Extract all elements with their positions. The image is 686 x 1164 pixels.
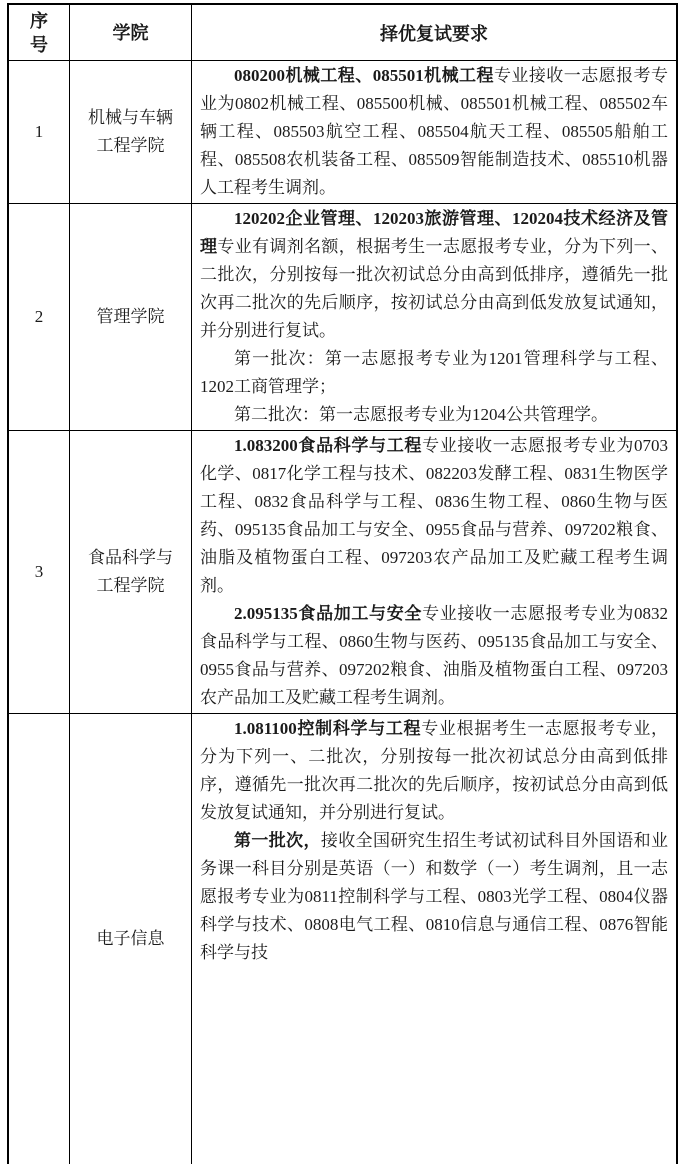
requirement-text-bold: 1.083200食品科学与工程 <box>234 436 423 455</box>
college-name: 机械与车辆 工程学院 <box>88 108 173 155</box>
requirement-text: 专业接收一志愿报考专业为0832食品科学与工程、0860生物与医药、095135食品加工与安全、0955食品与营养、097202粮食、油脂及植物蛋白工程、097203农产品加工及贮藏工程考生调剂。 <box>200 604 669 707</box>
requirement-text: 接收全国研究生招生考试初试科目外国语和业务课一科目分别是英语（一）和数学（一）考生调剂，且一志愿报考专业为0811控制科学与工程、0803光学工程、0804仪器科学与技术、0808电气工程、0810信息与通信工程、0876智能科学与技 <box>200 831 668 962</box>
header-college-label: 学院 <box>112 22 149 43</box>
requirement-text: 专业接收一志愿报考专业为0703化学、0817化学工程与技术、082203发酵工程、0831生物医学工程、0832食品科学与工程、0836生物工程、0860生物与医药、095135食品加工与安全、0955食品与营养、097202粮食、油脂及植物蛋白工程、097203农产品加工及贮藏工程考生调剂。 <box>200 436 669 595</box>
requirement-text-bold: 080200机械工程、085501机械工程 <box>234 66 494 85</box>
row-number-cell: 1 <box>9 61 70 203</box>
requirement-paragraph <box>200 600 668 712</box>
table-row <box>9 431 676 714</box>
requirement-cell <box>192 61 676 203</box>
table-row <box>9 61 676 204</box>
header-no-line2: 号 <box>30 34 48 55</box>
college-cell <box>70 714 192 1164</box>
requirement-paragraph <box>200 432 668 600</box>
requirement-text-bold: 120202企业管理、120203旅游管理、120204技术经济及管理 <box>200 209 668 256</box>
requirement-paragraph <box>200 205 668 345</box>
college-name: 食品科学与 工程学院 <box>88 548 173 595</box>
header-requirement-label: 择优复试要求 <box>380 23 488 44</box>
requirement-paragraph <box>200 62 668 202</box>
header-cell-no <box>9 5 70 60</box>
table-row <box>9 714 676 1164</box>
requirement-cell <box>192 204 676 430</box>
header-cell-requirement <box>192 5 676 60</box>
college-name: 管理学院 <box>96 307 165 326</box>
reexam-requirements-table <box>7 3 678 1164</box>
requirement-cell <box>192 714 676 1164</box>
header-no-label <box>30 9 48 57</box>
row-number-cell <box>9 714 70 1164</box>
row-number-cell: 2 <box>9 204 70 430</box>
requirement-text-bold: 1.081100控制科学与工程 <box>234 719 422 738</box>
requirement-paragraph <box>200 827 668 967</box>
requirement-text: 专业有调剂名额，根据考生一志愿报考专业，分为下列一、二批次，分别按每一批次初试总分由高到低排序，遵循先一批次再二批次的先后顺序，按初试总分由高到低发放复试通知，并分别进行复试。 <box>200 237 669 340</box>
college-cell <box>70 61 192 203</box>
requirement-text: 专业接收一志愿报考专业为0802机械工程、085500机械、085501机械工程、085502车辆工程、085503航空工程、085504航天工程、085505船舶工程、085508农机装备工程、085509智能制造技术、085510机器人工程考生调剂。 <box>200 66 669 197</box>
header-no-line1: 序 <box>30 10 48 31</box>
requirement-cell <box>192 431 676 713</box>
college-cell <box>70 204 192 430</box>
header-cell-college <box>70 5 192 60</box>
requirement-paragraph <box>200 715 668 827</box>
requirement-paragraph <box>200 401 668 429</box>
requirement-text-bold: 第一批次， <box>234 831 321 850</box>
row-number-cell: 3 <box>9 431 70 713</box>
requirement-text: 专业根据考生一志愿报考专业，分为下列一、二批次，分别按每一批次初试总分由高到低排序，遵循先一批次再二批次的先后顺序，按初试总分由高到低发放复试通知，并分别进行复试。 <box>200 719 669 822</box>
table-row <box>9 204 676 431</box>
table-header-row <box>9 5 676 61</box>
table-body <box>9 61 676 1164</box>
college-name: 电子信息 <box>96 929 165 948</box>
requirement-text: 第一批次：第一志愿报考专业为1201管理科学与工程、1202工商管理学； <box>200 349 668 396</box>
requirement-text: 第二批次：第一志愿报考专业为1204公共管理学。 <box>234 405 608 424</box>
requirement-text-bold: 2.095135食品加工与安全 <box>234 604 423 623</box>
college-cell <box>70 431 192 713</box>
requirement-paragraph <box>200 345 668 401</box>
